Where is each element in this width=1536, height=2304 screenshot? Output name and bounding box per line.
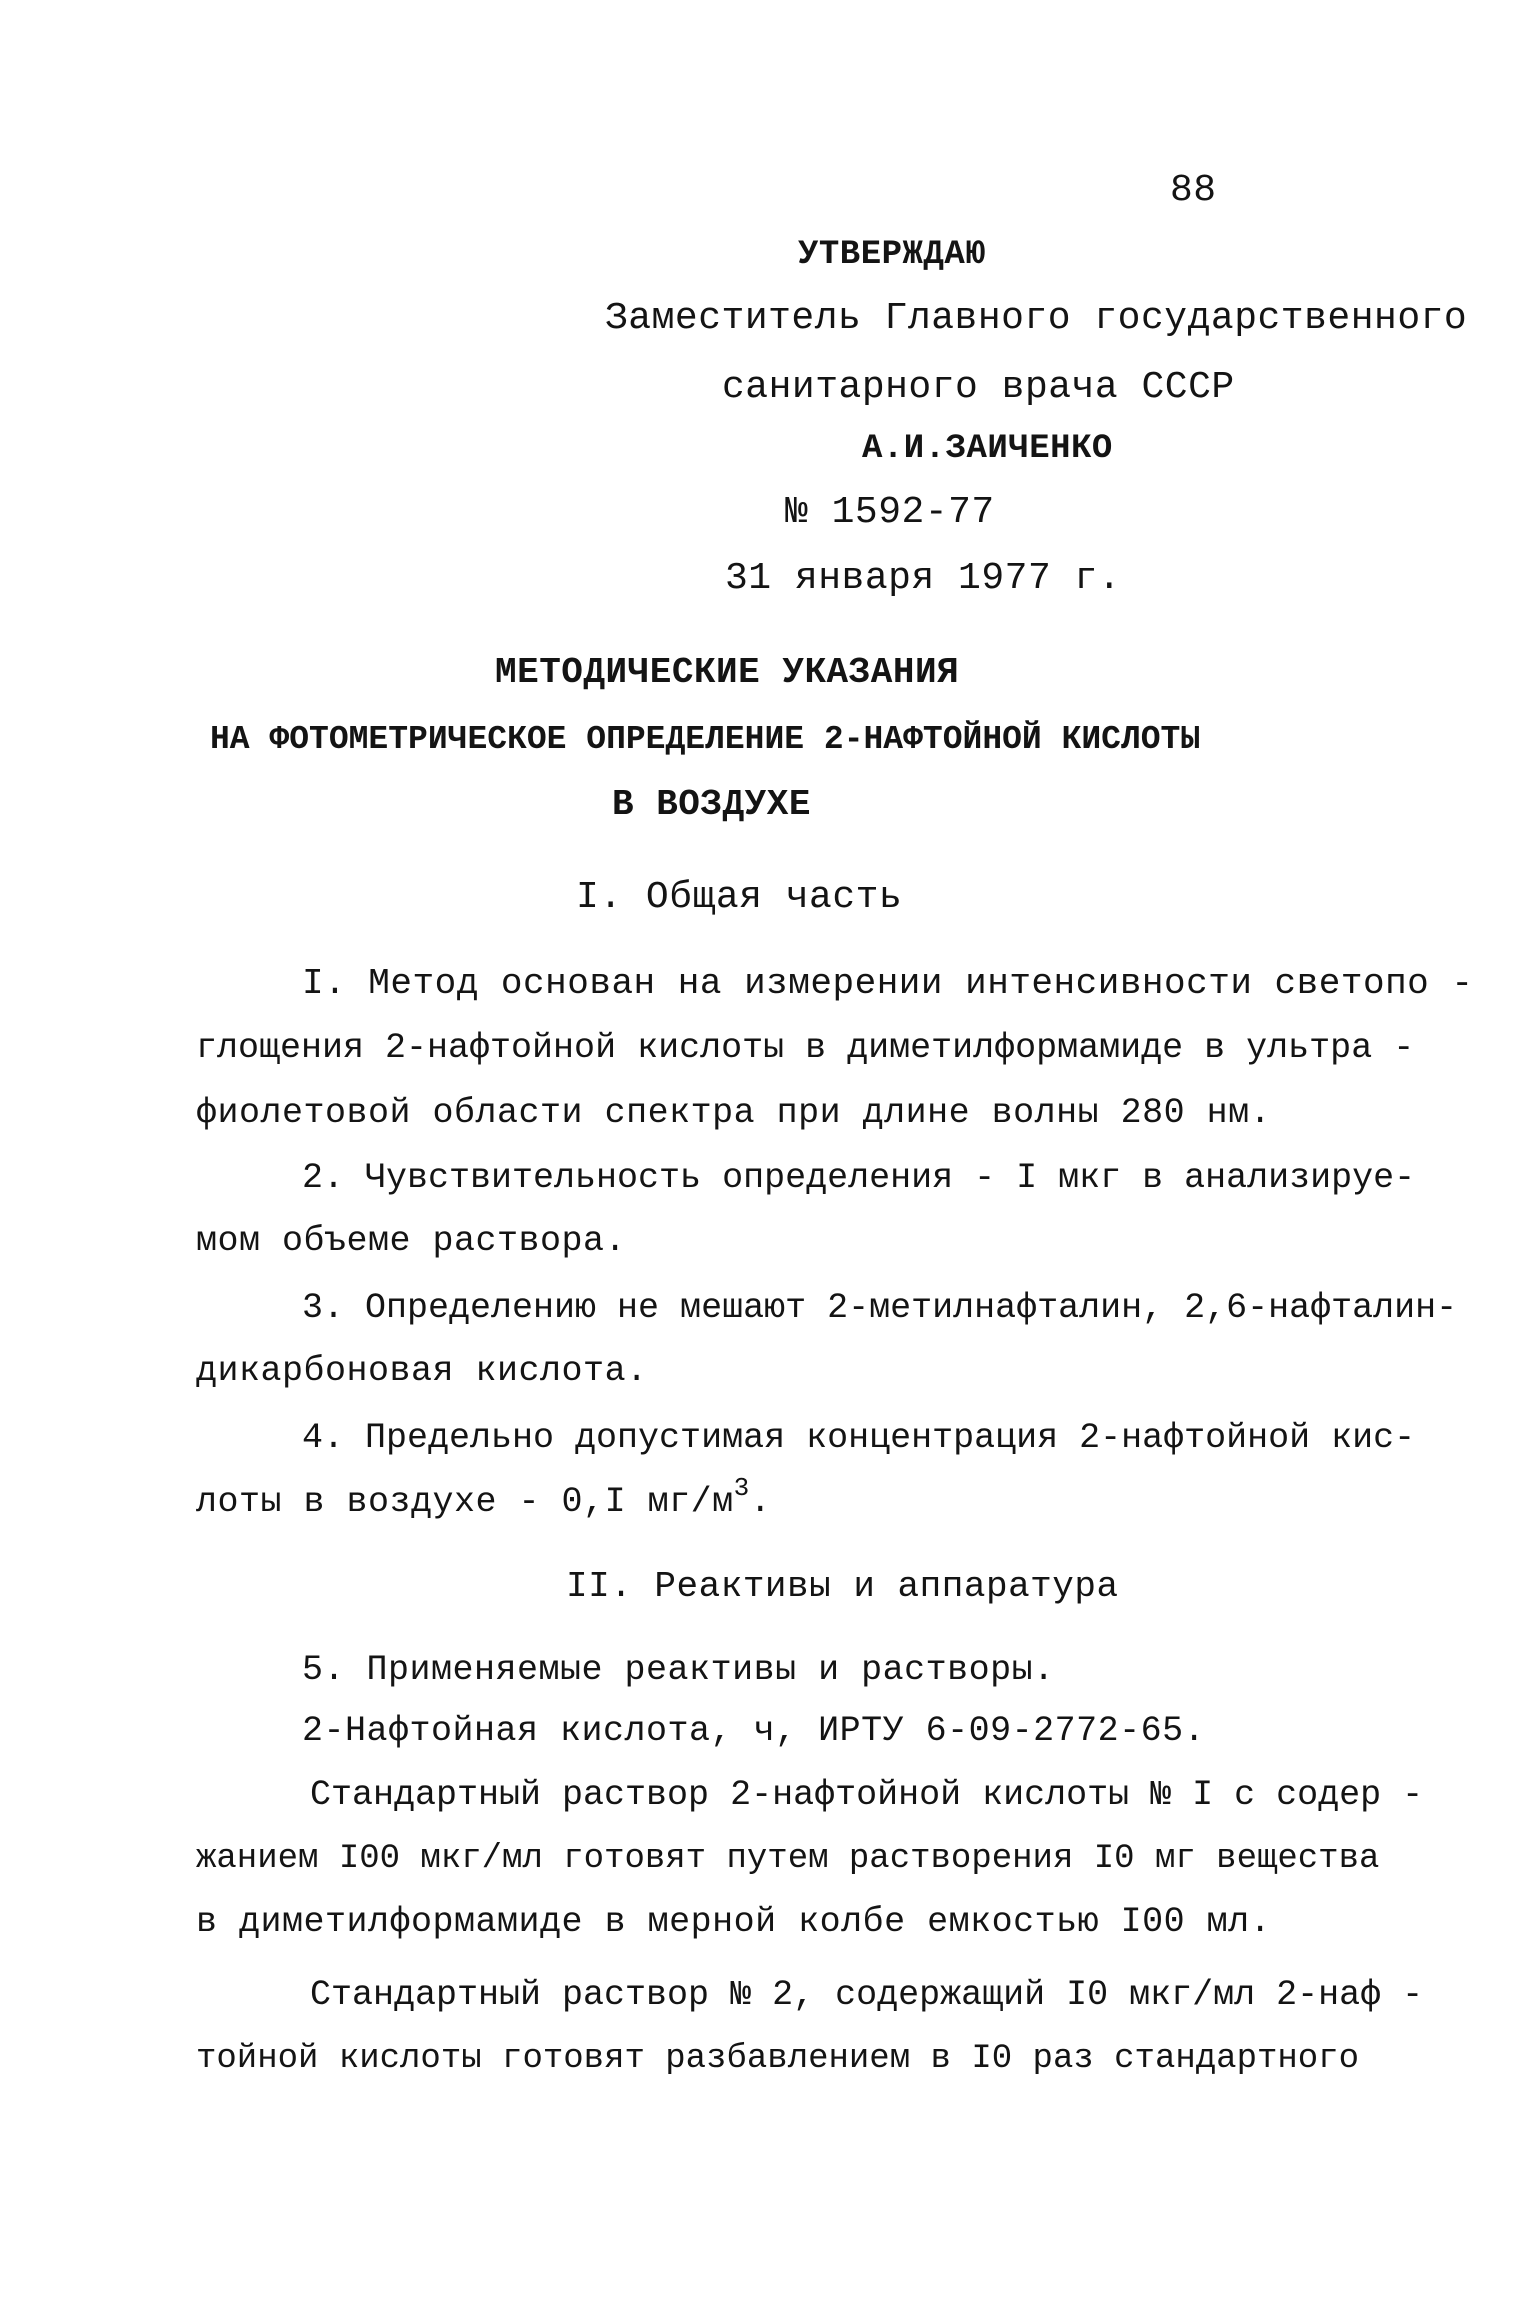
section-heading-general: I. Общая часть bbox=[576, 876, 903, 919]
document-title-line3: В ВОЗДУХЕ bbox=[612, 784, 811, 825]
approval-date: 31 января 1977 г. bbox=[725, 557, 1122, 600]
document-title-line2: НА ФОТОМЕТРИЧЕСКОЕ ОПРЕДЕЛЕНИЕ 2-НАФТОЙНОЙ КИСЛОТЫ bbox=[210, 721, 1201, 758]
paragraph-4-line2 bbox=[196, 1473, 772, 1527]
approval-name: А.И.ЗАИЧЕНКО bbox=[862, 430, 1113, 468]
paragraph-8-line1: Стандартный раствор № 2, содержащий I0 мкг/мл 2-наф - bbox=[310, 1975, 1424, 2015]
paragraph-7-line3: в диметилформамиде в мерной колбе емкостью I00 мл. bbox=[196, 1902, 1272, 1942]
superscript-3: 3 bbox=[733, 1473, 750, 1503]
paragraph-1-line3: фиолетовой области спектра при длине волны 280 нм. bbox=[196, 1093, 1272, 1133]
paragraph-4-line1: 4. Предельно допустимая концентрация 2-нафтойной кис- bbox=[302, 1418, 1416, 1458]
paragraph-1-line2: глощения 2-нафтойной кислоты в диметилформамиде в ультра - bbox=[196, 1028, 1415, 1068]
paragraph-7-line1: Стандартный раствор 2-нафтойной кислоты № I с содер - bbox=[310, 1775, 1424, 1815]
approval-position-line2: санитарного врача СССР bbox=[722, 366, 1235, 409]
approval-heading: УТВЕРЖДАЮ bbox=[798, 236, 987, 274]
paragraph-4-line2-end: . bbox=[749, 1482, 772, 1522]
paragraph-3-line1: 3. Определению не мешают 2-метилнафталин, 2,6-нафталин- bbox=[302, 1288, 1458, 1328]
paragraph-2-line1: 2. Чувствительность определения - I мкг в анализируе- bbox=[302, 1158, 1416, 1198]
paragraph-8-line2: тойной кислоты готовят разбавлением в I0 раз стандартного bbox=[196, 2040, 1359, 2078]
section-heading-reagents: II. Реактивы и аппаратура bbox=[566, 1566, 1119, 1607]
paragraph-3-line2: дикарбоновая кислота. bbox=[196, 1351, 648, 1391]
paragraph-4-line2-text: лоты в воздухе - 0,I мг/м bbox=[196, 1482, 734, 1522]
approval-number: № 1592-77 bbox=[785, 491, 995, 534]
paragraph-5: 5. Применяемые реактивы и растворы. bbox=[302, 1650, 1055, 1690]
paragraph-6: 2-Нафтойная кислота, ч, ИРТУ 6-09-2772-65. bbox=[302, 1711, 1206, 1751]
paragraph-2-line2: мом объеме раствора. bbox=[196, 1221, 627, 1261]
page-number: 88 bbox=[1170, 169, 1217, 212]
document-title-line1: МЕТОДИЧЕСКИЕ УКАЗАНИЯ bbox=[495, 652, 960, 693]
paragraph-7-line2: жанием I00 мкг/мл готовят путем растворения I0 мг вещества bbox=[196, 1840, 1380, 1878]
paragraph-1-line1: I. Метод основан на измерении интенсивности светопо - bbox=[302, 963, 1474, 1004]
approval-position-line1: Заместитель Главного государственного bbox=[605, 297, 1468, 340]
